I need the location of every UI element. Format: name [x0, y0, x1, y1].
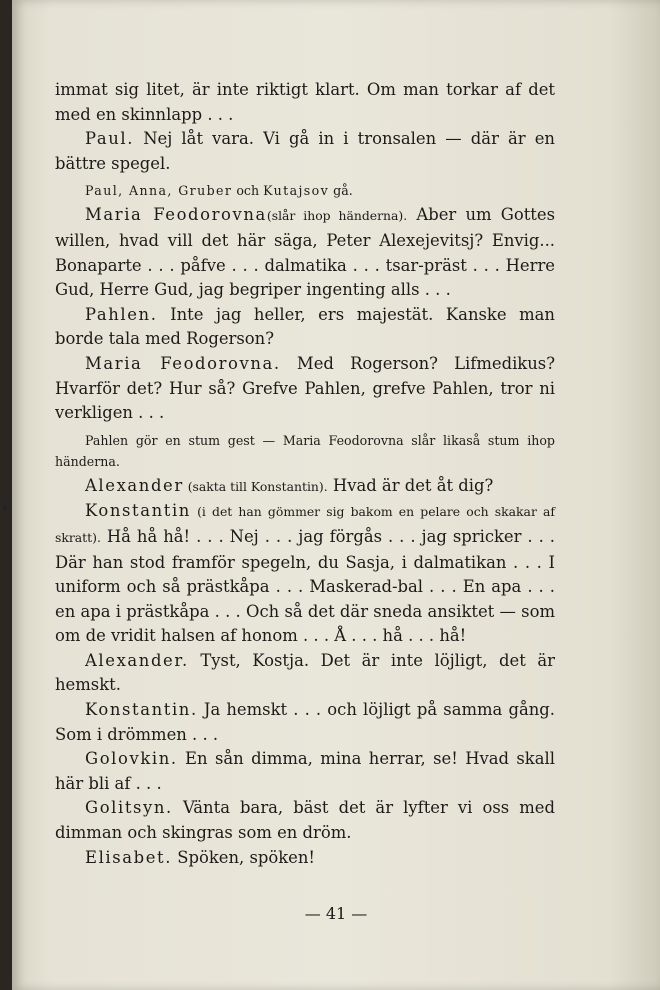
speaker-name: Paul.	[85, 129, 135, 149]
speaker-name: Alexander.	[85, 650, 189, 670]
stage-direction	[55, 180, 555, 201]
dialogue: En sån dimma, mina herrar, se! Hvad skall här bli af . . .	[55, 749, 555, 793]
stage-name: Kutajsov	[263, 183, 330, 199]
dialogue: Inte jag heller, ers majestät. Kanske man borde tala med Rogerson?	[55, 304, 555, 349]
speaker-name: Golovkin.	[85, 749, 178, 769]
speaker-name: Elisabet.	[85, 847, 173, 867]
paragraph	[55, 846, 555, 871]
line-text: immat sig litet, är inte riktigt klart. Om man torkar af det med en skinnlapp . . .	[55, 80, 555, 124]
dialogue: Aber um Gottes willen, hvad vill det här säga, Peter Alexejevitsj? Envig... Bonaparte . . . påfve . . . dalmatika . . . tsar-präst . . . Herre Gud, Herre Gud, jag begriper ingenting alls . . .	[55, 205, 555, 300]
paragraph	[55, 474, 555, 500]
speaker-name: Konstantin.	[85, 700, 198, 720]
speaker-name: Maria Feodorovna.	[85, 353, 281, 373]
direction: (slår ihop händerna).	[266, 208, 408, 224]
stage-names: Paul, Anna, Gruber	[85, 183, 233, 199]
paragraph	[55, 352, 555, 426]
dialogue: Spöken, spöken!	[172, 847, 315, 867]
stage-tail: gå.	[329, 183, 353, 199]
direction: (sakta till Konstantin).	[183, 478, 328, 494]
paragraph	[55, 303, 555, 352]
dialogue: Med Rogerson? Lifmedikus? Hvarför det? Hur så? Grefve Pahlen, grefve Pahlen, tror ni verkligen . . .	[55, 353, 555, 423]
stage-connector: och	[232, 183, 264, 199]
speaker-name: Pahlen.	[85, 304, 158, 324]
dialogue: Hå hå hå! . . . Nej . . . jag förgås . . . jag spricker . . . Där han stod framför spegeln, du Sasja, i dalmatikan . . . I uniform och så prästkåpa . . . Maskerad-bal . . . En apa . . . en apa i prästkåpa . . . Och så det där sneda ansiktet — som om de vridit halsen af honom . . . Å . . . hå . . . hå!	[55, 526, 555, 646]
paragraph	[55, 78, 555, 127]
stage-direction	[55, 430, 555, 472]
paragraph	[55, 203, 555, 302]
book-page	[12, 0, 660, 990]
page-text	[55, 78, 555, 870]
speaker-name: Konstantin	[85, 501, 191, 521]
paragraph	[55, 499, 555, 649]
margin-speck	[3, 506, 7, 510]
dialogue: Hvad är det åt dig?	[327, 475, 494, 495]
dialogue: Tyst, Kostja. Det är inte löjligt, det är hemskt.	[55, 650, 555, 695]
paragraph	[55, 649, 555, 698]
paragraph	[55, 796, 555, 845]
dialogue: Vänta bara, bäst det är lyfter vi oss med dimman och skingras som en dröm.	[55, 798, 555, 843]
dialogue: Ja hemskt . . . och löjligt på samma gång. Som i drömmen . . .	[55, 700, 555, 744]
dialogue: Nej låt vara. Vi gå in i tronsalen — där är en bättre spegel.	[55, 129, 555, 173]
direction: (i det han gömmer sig bakom en pelare och skakar af skratt).	[55, 504, 555, 545]
speaker-name: Maria Feodorovna	[85, 205, 267, 225]
paragraph	[55, 127, 555, 176]
speaker-name: Golitsyn.	[85, 798, 173, 818]
stage-text: Pahlen gör en stum gest — Maria Feodorovna slår likaså stum ihop händerna.	[55, 432, 555, 469]
paragraph	[55, 747, 555, 796]
speaker-name: Alexander	[85, 475, 184, 495]
paragraph	[55, 698, 555, 747]
page-number: — 41 —	[304, 904, 368, 923]
